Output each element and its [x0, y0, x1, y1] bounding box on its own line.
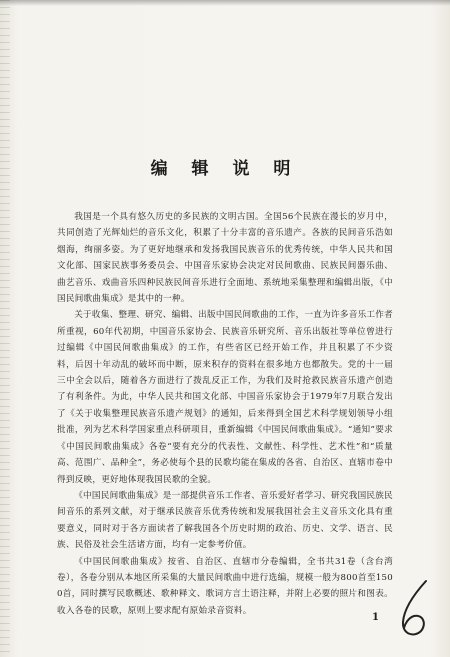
paragraph-2: 关于收集、整理、研究、编辑、出版中国民间歌曲的工作，一直为许多音乐工作者所重视，60年代初期，中国音乐家协会、民族音乐研究所、音乐出版社等单位曾进行过编辑《中国民间歌曲集成》的工作，有些省区已经开始工作，并且积累了不少资料，后因十年动乱的破坏而中断，原来积存的资料在很多地方也都散失。党的十一届三中全会以后，随着各方面进行了拨乱反正工作，为我们及时抢救民族音乐遗产创造了有利条件。为此，中华人民共和国文化部、中国音乐家协会于1979年7月联合发出了《关于收集整理民族音乐遗产规划》的通知，后来得到全国艺术科学规划领导小组批准，列为艺术科学国家重点科研项目，重新编辑《中国民间歌曲集成》。“通知”要求《中国民间歌曲集成》各卷“要有充分的代表性、文献性、科学性、艺术性”和“质量高、范围广、品种全”，务必使每个县的民歌均能在集成的各省、自治区、直辖市卷中得到反映，更好地体现我国民歌的全貌。	[57, 310, 393, 485]
scan-shadow	[0, 0, 450, 6]
binding-edge	[0, 0, 10, 657]
body-text	[57, 209, 393, 619]
handwritten-mark	[396, 578, 434, 640]
paragraph-3: 《中国民间歌曲集成》是一部提供音乐工作者、音乐爱好者学习、研究我国民族民间音乐的系列文献，对于继承民族音乐优秀传统和发展我国社会主义音乐文化具有重要意义，同时对于各方面读者了解我国各个历史时期的政治、历史、文学、语言、民族、民俗及社会生活诸方面，均有一定参考价值。	[57, 490, 393, 551]
page-title: 编 辑 说 明	[150, 159, 300, 179]
paragraph-1: 我国是一个具有悠久历史的多民族的文明古国。全国56个民族在漫长的岁月中，共同创造了光辉灿烂的音乐文化，积累了十分丰富的音乐遗产。各族的民间音乐浩如烟海，绚丽多姿。为了更好地继承和发扬我国民族音乐的优秀传统，中华人民共和国文化部、国家民族事务委员会、中国音乐家协会决定对民间歌曲、民族民间器乐曲、曲艺音乐、戏曲音乐四种民族民间音乐进行全面地、系统地采集整理和编辑出版，《中国民间歌曲集成》是其中的一种。	[57, 212, 393, 305]
page-number: 1	[372, 612, 379, 623]
paragraph-4: 《中国民间歌曲集成》按省、自治区、直辖市分卷编辑，全书共31卷（含台湾卷），各卷分别从本地区所采集的大量民间歌曲中进行选编，规模一般为800首至1500首，同时撰写民歌概述、歌种释文、歌词方言土语注释，并附上必要的照片和图表。收入各卷的民歌，原则上要求配有原始录音资料。	[57, 556, 393, 616]
